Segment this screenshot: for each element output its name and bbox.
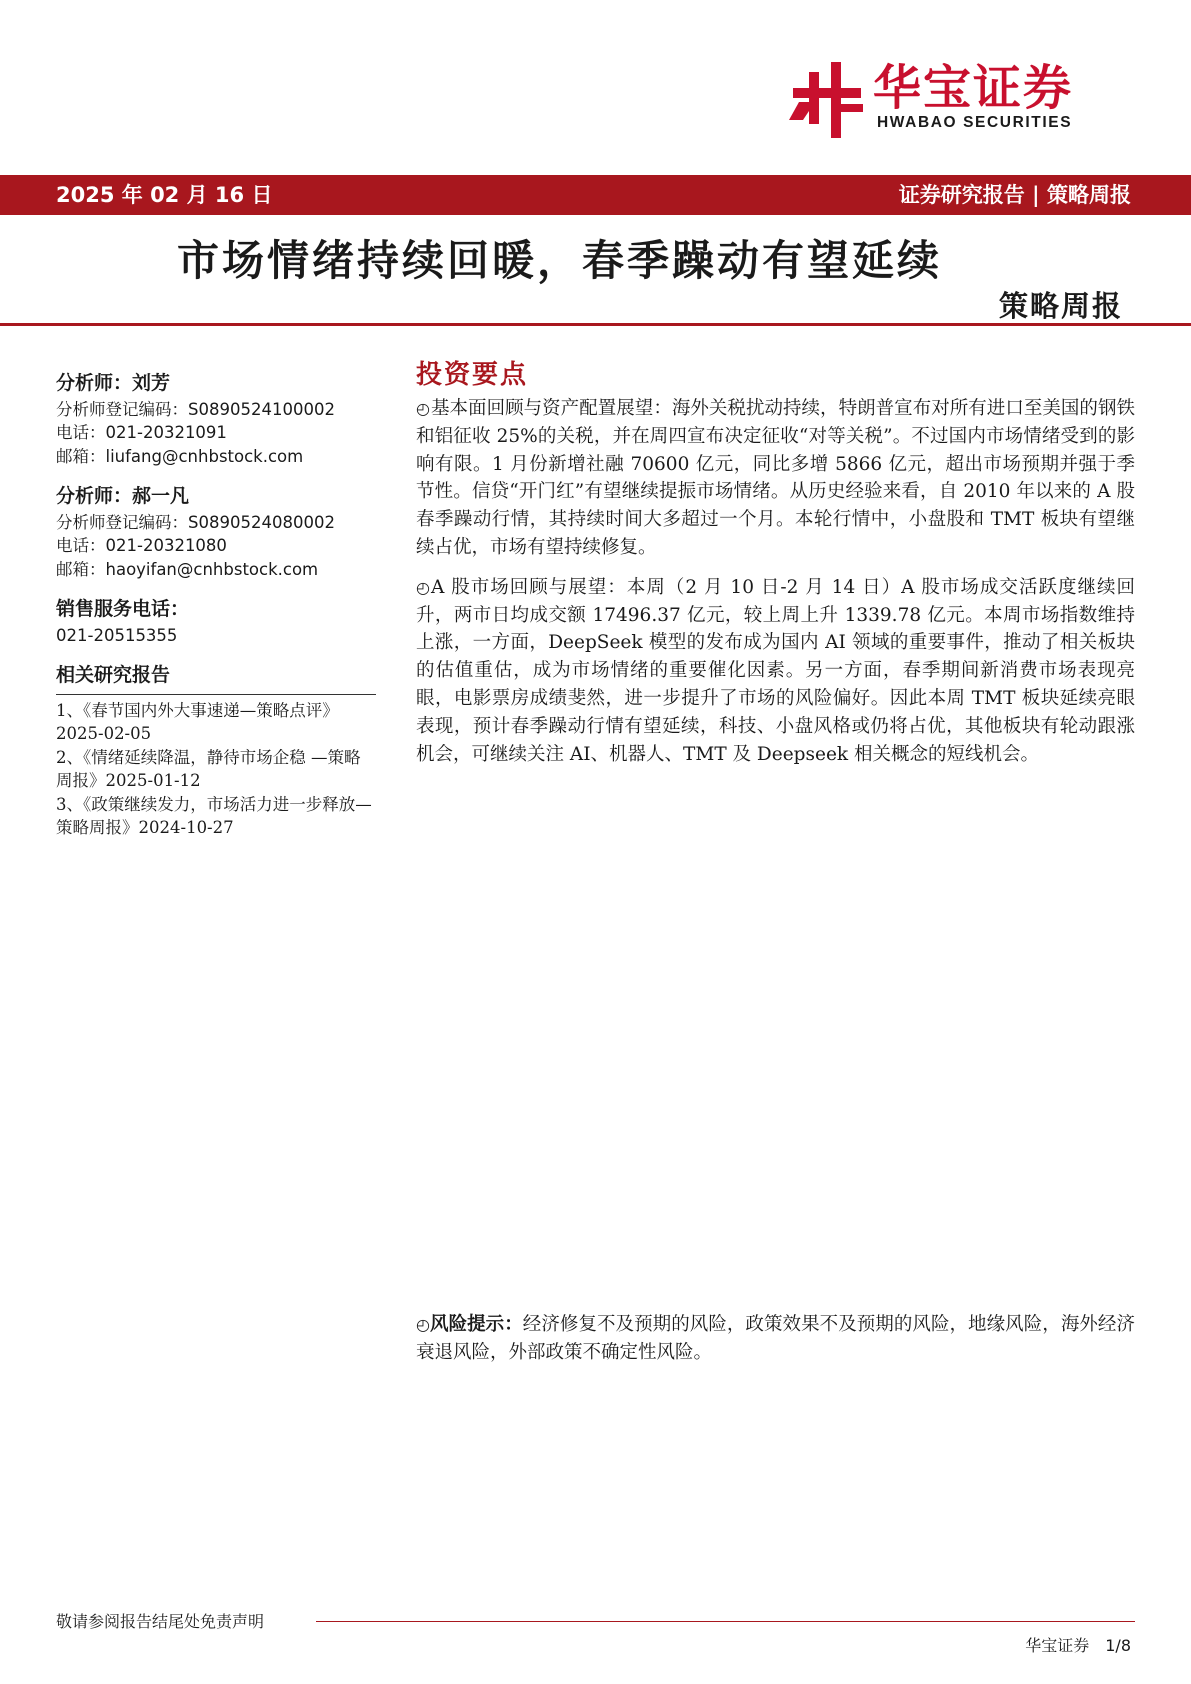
title-divider [0, 323, 1191, 326]
related-heading: 相关研究报告 [56, 664, 171, 686]
related-report-item[interactable]: 2、《情绪延续降温，静待市场企稳 —策略周报》2025-01-12 [56, 747, 361, 790]
related-report-item[interactable]: 3、《政策继续发力，市场活力进一步释放—策略周报》2024-10-27 [56, 794, 372, 837]
page-subtitle: 策略周报 [998, 289, 1123, 323]
page-number: 1/8 [1105, 1636, 1131, 1655]
footer-disclaimer: 敬请参阅报告结尾处免责声明 [56, 1612, 265, 1631]
clock-icon: ◴ [416, 399, 430, 418]
footer-info [1025, 1633, 1131, 1656]
clock-icon: ◴ [416, 1315, 430, 1334]
analyst-card [56, 372, 376, 468]
analyst-reg: 分析师登记编码：S0890524100002 [56, 399, 335, 419]
analyst-card [56, 485, 376, 581]
risk-label: 风险提示： [429, 1314, 523, 1335]
analyst-phone: 电话：021-20321080 [56, 536, 227, 555]
report-type: 证券研究报告 | 策略周报 [898, 182, 1131, 207]
related-divider [56, 694, 376, 695]
footer-company: 华宝证券 [1025, 1636, 1090, 1655]
key-point-paragraph [416, 395, 1135, 562]
logo-text-en: HWABAO SECURITIES [877, 114, 1073, 131]
paragraph-text: A 股市场回顾与展望：本周（2 月 10 日-2 月 14 日）A 股市场成交活跃度继续回升，两市日均成交额 17496.37 亿元，较上周上升 1339.78 亿元。本周市场指数维持上涨，一方面，DeepSeek 模型的发布成为国内 AI 领域的重要事件，推动了相关板块的估值重估，成为市场情绪的重要催化因素。另一方面，春季期间新消费市场表现亮眼，电影票房成绩斐然，进一步提升了市场的风险偏好。因此本周 TMT 板块延续亮眼表现，预计春季躁动行情有望延续，科技、小盘风格或仍将占优，其他板块有轮动跟涨机会，可继续关注 AI、机器人、TMT 及 Deepseek 相关概念的短线机会。 [416, 576, 1135, 765]
analyst-name: 分析师：郝一凡 [56, 485, 190, 507]
key-points [416, 354, 1135, 780]
key-point-paragraph [416, 574, 1135, 769]
related-reports [56, 664, 376, 840]
sales-contact [56, 598, 376, 647]
page-title [0, 228, 1191, 288]
sales-heading: 销售服务电话： [56, 598, 190, 620]
analyst-name: 分析师：刘芳 [56, 372, 171, 394]
sidebar [56, 372, 376, 857]
logo-text-cn: 华宝证券 [873, 60, 1074, 116]
footer-divider [316, 1621, 1135, 1622]
risk-warning [416, 1311, 1135, 1367]
analyst-reg: 分析师登记编码：S0890524080002 [56, 512, 335, 532]
related-report-item[interactable]: 1、《春节国内外大事速递—策略点评》2025-02-05 [56, 700, 339, 743]
company-logo [785, 58, 1125, 142]
section-title: 投资要点 [416, 360, 529, 390]
analyst-phone: 电话：021-20321091 [56, 423, 227, 442]
risk-text: 经济修复不及预期的风险，政策效果不及预期的风险，地缘风险，海外经济衰退风险，外部政策不确定性风险。 [416, 1314, 1135, 1363]
paragraph-text: 基本面回顾与资产配置展望：海外关税扰动持续，特朗普宣布对所有进口至美国的钢铁和铝征收 25%的关税，并在周四宣布决定征收“对等关税”。不过国内市场情绪受到的影响有限。1 月份新增社融 70600 亿元，同比多增 5866 亿元，超出市场预期并强于季节性。信贷“开门红”有望继续提振市场情绪。从历史经验来看，自 2010 年以来的 A 股春季躁动行情，其持续时间大多超过一个月。本轮行情中，小盘股和 TMT 板块有望继续占优，市场有望持续修复。 [416, 398, 1135, 558]
report-date: 2025 年 02 月 16 日 [56, 183, 273, 207]
clock-icon: ◴ [416, 577, 430, 597]
analyst-email[interactable]: 邮箱：liufang@cnhbstock.com [56, 446, 304, 466]
analyst-email[interactable]: 邮箱：haoyifan@cnhbstock.com [56, 559, 319, 579]
sales-phone: 021-20515355 [56, 625, 178, 645]
page-title-text: 市场情绪持续回暖，春季躁动有望延续 [176, 236, 942, 285]
logo-mark-icon [785, 58, 869, 142]
